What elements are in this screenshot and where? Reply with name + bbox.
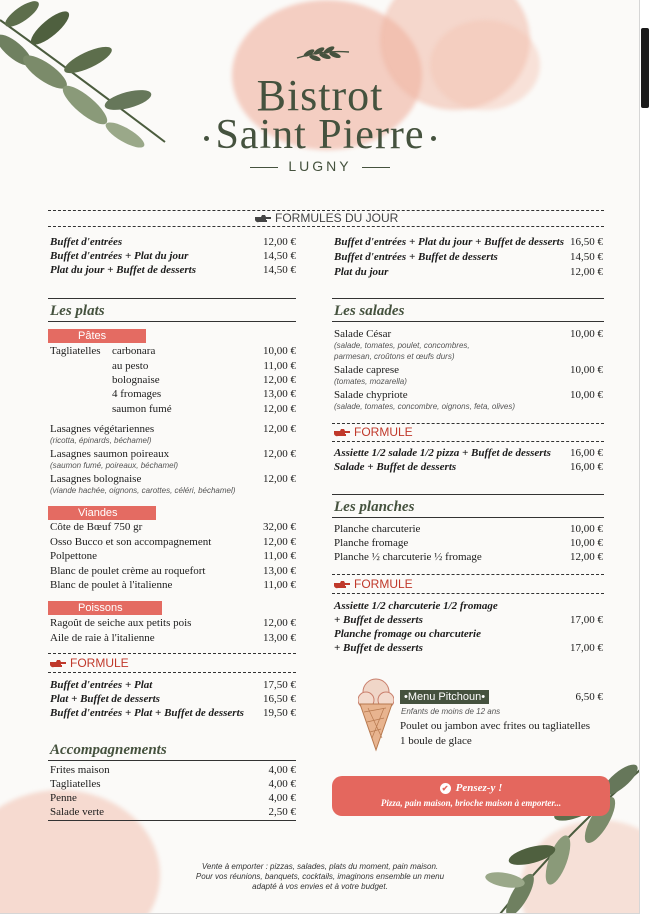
item-price: 32,00 € [263,521,296,533]
pensez-y-banner [332,776,610,816]
item-desc: (saumon fumé, poireaux, béchamel) [50,461,179,470]
item-name: Planche ½ charcuterie ½ fromage [334,551,482,563]
item-price: 4,00 € [268,778,296,790]
item-price: 2,50 € [268,806,296,818]
formule-jour-price: 12,00 € [570,266,603,278]
item-price: 12,00 € [263,448,296,460]
formule-price: 17,50 € [263,679,296,691]
item-price: 13,00 € [263,388,296,400]
item-price: 11,00 € [263,550,296,562]
pointing-hand-icon [50,659,66,669]
formule-jour-item: Buffet d'entrées [50,236,123,248]
item-price: 12,00 € [263,374,296,386]
item-price: 13,00 € [263,632,296,644]
item-name: Lasagnes bolognaise [50,473,142,485]
brand-line-1: Bistrot [256,71,384,120]
item-name: Côte de Bœuf 750 gr [50,521,143,533]
formule-price: 17,00 € [570,642,603,654]
item-name: Tagliatelles [50,345,101,357]
leaf-sprig-icon [295,46,351,62]
item-name: au pesto [112,360,149,372]
item-name: Ragoût de seiche aux petits pois [50,617,192,629]
brand-line-2: Saint Pierre [0,112,640,158]
item-price: 12,00 € [263,403,296,415]
item-price: 10,00 € [570,328,603,340]
category-pates: Pâtes [48,329,146,343]
item-name: Blanc de poulet crème au roquefort [50,565,206,577]
formule-item: Plat + Buffet de desserts [50,693,160,705]
formule-jour-price: 14,50 € [263,264,296,276]
category-poissons: Poissons [48,601,162,615]
pointing-hand-icon [334,428,350,438]
section-title-salades: Les salades [334,303,405,319]
item-desc: parmesan, croûtons et œufs durs) [334,352,455,361]
item-name: Salade verte [50,806,105,818]
item-name: Polpettone [50,550,98,562]
banner-title: ✔ Pensez-y ! [332,782,610,794]
formule-salades-title: FORMULE [334,425,413,439]
item-price: 10,00 € [570,389,603,401]
item-name: Blanc de poulet à l'italienne [50,579,173,591]
section-title-accompagnements: Accompagnements [50,742,167,758]
footer-line: Vente à emporter : pizzas, salades, plats du moment, pain maison. [201,862,439,871]
item-name: Salade chypriote [334,389,408,401]
menu-pitchoun-line: Poulet ou jambon avec frites ou tagliatelles [400,720,591,732]
formule-jour-item: Buffet d'entrées + Plat du jour + Buffet de desserts [334,236,564,248]
item-name: Planche charcuterie [334,523,421,535]
section-title-plats: Les plats [50,303,105,319]
item-desc: (viande hachée, oignons, carottes, céléri, béchamel) [50,486,236,495]
item-name: Penne [50,792,77,804]
menu-pitchoun-line: 1 boule de glace [400,735,472,747]
item-desc: (tomates, mozarella) [334,377,407,386]
formule-price: 16,00 € [570,447,603,459]
formule-jour-price: 14,50 € [570,251,603,263]
formule-item: + Buffet de desserts [334,614,423,626]
formule-item: Assiette 1/2 charcuterie 1/2 fromage [334,600,498,612]
item-price: 12,00 € [263,536,296,548]
item-desc: (salade, tomates, concombre, oignons, feta, olives) [334,402,515,411]
item-price: 11,00 € [263,360,296,372]
menu-pitchoun-label: •Menu Pitchoun• [400,690,489,704]
item-name: Tagliatelles [50,778,101,790]
item-name: carbonara [112,345,156,357]
item-name: Frites maison [50,764,110,776]
formule-item: Salade + Buffet de desserts [334,461,457,473]
formule-item: Planche fromage ou charcuterie [334,628,481,640]
item-price: 12,00 € [263,473,296,485]
formule-jour-item: Plat du jour + Buffet de desserts [50,264,197,276]
formule-jour-price: 12,00 € [263,236,296,248]
item-name: Lasagnes végétariennes [50,423,155,435]
menu-pitchoun-age: Enfants de moins de 12 ans [401,707,501,716]
formule-price: 16,00 € [570,461,603,473]
item-name: Salade caprese [334,364,400,376]
item-price: 12,00 € [263,617,296,629]
formules-du-jour-title: FORMULES DU JOUR [255,211,398,225]
formule-price: 16,50 € [263,693,296,705]
category-viandes: Viandes [48,506,156,520]
formule-jour-price: 14,50 € [263,250,296,262]
formule-plats-title: FORMULE [50,656,129,670]
item-price: 4,00 € [268,792,296,804]
item-name: 4 fromages [112,388,162,400]
item-price: 4,00 € [268,764,296,776]
formule-jour-price: 16,50 € [570,236,603,248]
menu-pitchoun-price: 6,50 € [575,691,603,703]
item-name: Salade César [334,328,392,340]
pointing-hand-icon [255,214,271,224]
formule-item: Assiette 1/2 salade 1/2 pizza + Buffet de desserts [334,447,551,459]
pointing-hand-icon [334,580,350,590]
brand-town: LUGNY [0,158,640,174]
item-price: 10,00 € [570,523,603,535]
formule-item: + Buffet de desserts [334,642,423,654]
banner-text: Pizza, pain maison, brioche maison à emporter... [380,798,562,808]
formule-planches-title: FORMULE [334,577,413,591]
check-circle-icon: ✔ [440,783,451,794]
ice-cream-cone-icon [358,678,394,752]
formule-price: 17,00 € [570,614,603,626]
scrollbar-thumb[interactable] [641,28,649,108]
footer-line: Pour vos réunions, banquets, cocktails, imaginons ensemble un menu [195,872,445,881]
item-desc: (ricotta, épinards, béchamel) [50,436,152,445]
item-price: 10,00 € [570,537,603,549]
formule-jour-item: Plat du jour [334,266,389,278]
item-price: 10,00 € [570,364,603,376]
item-price: 13,00 € [263,565,296,577]
footer-line: adapté à vos envies et à votre budget. [252,882,388,891]
item-price: 12,00 € [263,423,296,435]
item-price: 11,00 € [263,579,296,591]
item-name: bolognaise [112,374,160,386]
formule-item: Buffet d'entrées + Plat + Buffet de desserts [50,707,244,719]
section-title-planches: Les planches [334,499,415,515]
formule-jour-item: Buffet d'entrées + Buffet de desserts [334,251,498,263]
formule-jour-item: Buffet d'entrées + Plat du jour [50,250,189,262]
item-name: Aile de raie à l'italienne [50,632,155,644]
item-name: Osso Bucco et son accompagnement [50,536,212,548]
item-price: 10,00 € [263,345,296,357]
item-desc: (salade, tomates, poulet, concombres, [334,341,470,350]
item-name: Lasagnes saumon poireaux [50,448,170,460]
formule-item: Buffet d'entrées + Plat [50,679,153,691]
formule-price: 19,50 € [263,707,296,719]
item-name: Planche fromage [334,537,409,549]
item-price: 12,00 € [570,551,603,563]
footer-note [150,862,490,892]
item-name: saumon fumé [112,403,172,415]
